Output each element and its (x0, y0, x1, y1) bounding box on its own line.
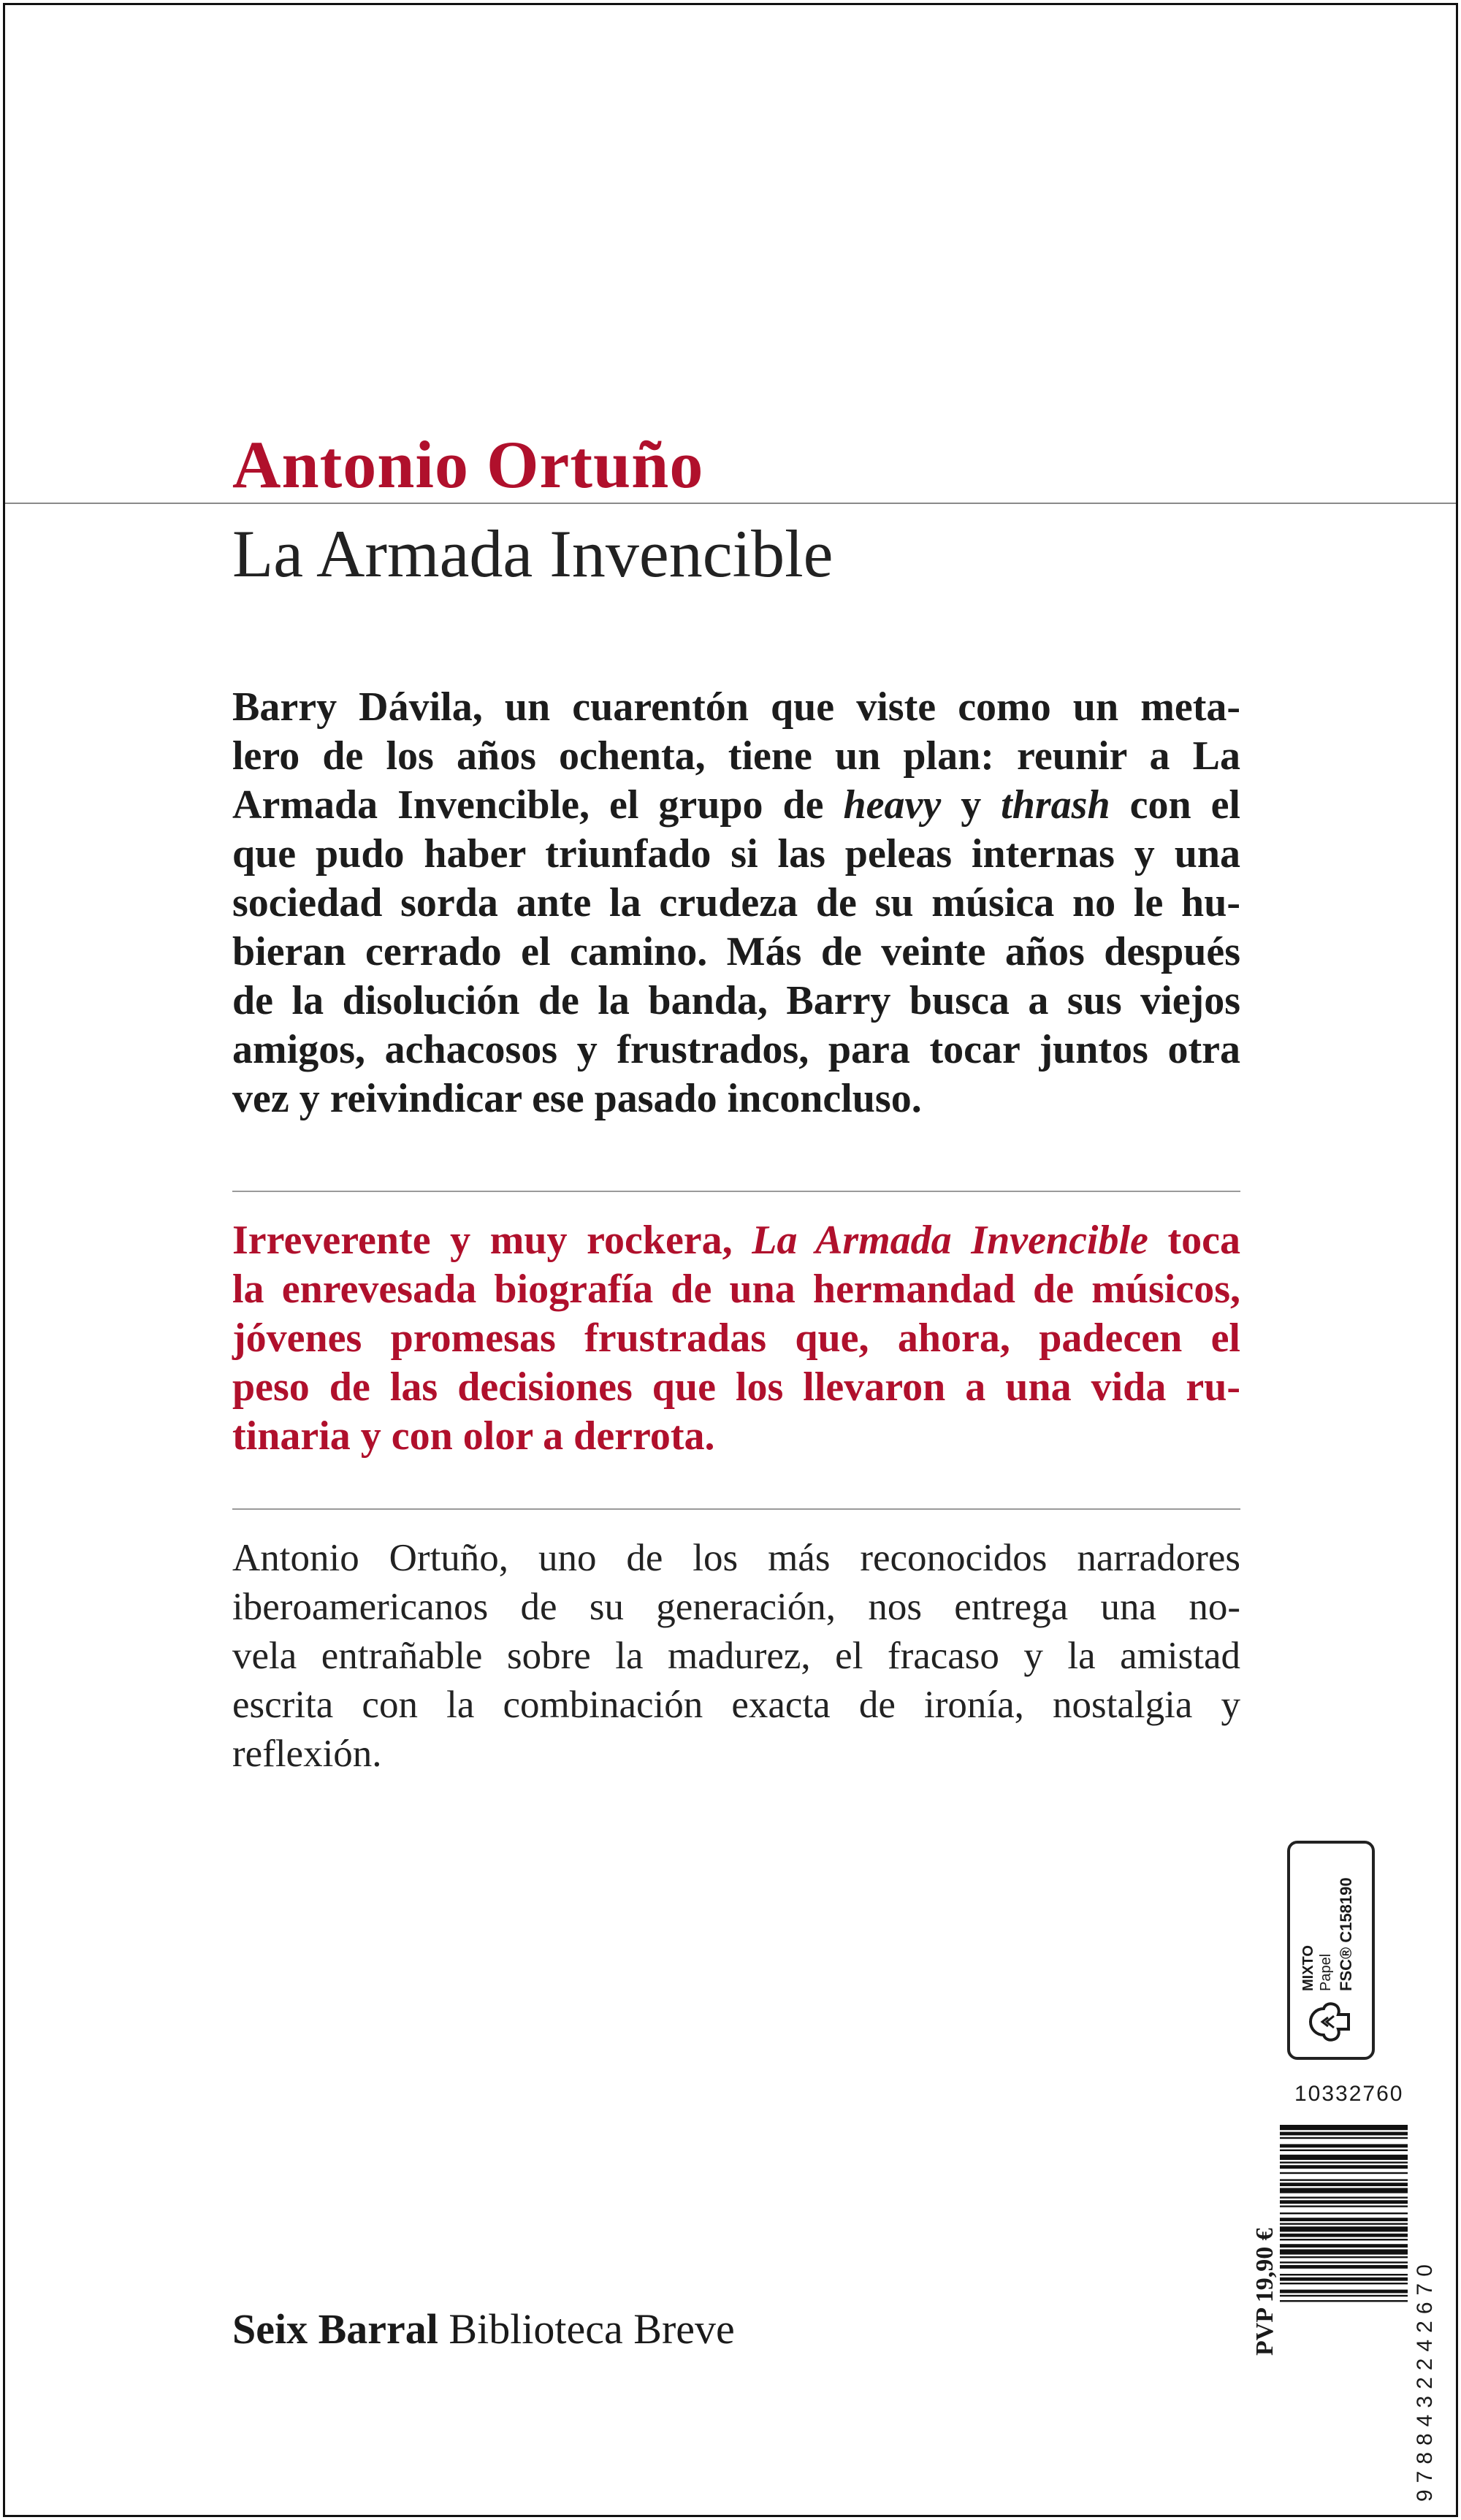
bio-line: Antonio Ortuño, uno de los más reconocidos narradores (232, 1537, 1240, 1579)
barcode-bar (1280, 2218, 1408, 2221)
synopsis-paragraph (232, 683, 1240, 1123)
fsc-mixto-label: MIXTO (1300, 1945, 1316, 1991)
bio-line: reflexión. (232, 1733, 382, 1775)
highlight-paragraph (232, 1216, 1240, 1461)
barcode-bar (1280, 2300, 1408, 2302)
highlight-line: jóvenes promesas frustradas que, ahora, padecen el (232, 1316, 1240, 1361)
barcode-bar (1280, 2244, 1408, 2248)
barcode-bar (1280, 2125, 1408, 2130)
barcode-bar (1280, 2165, 1408, 2169)
internal-code: 10332760 (1294, 2082, 1404, 2106)
barcode-bar (1280, 2290, 1408, 2294)
barcode-bar (1280, 2256, 1408, 2258)
barcode-bar (1280, 2161, 1408, 2163)
barcode-bar (1280, 2249, 1408, 2254)
fsc-paper-label: Papel (1318, 1953, 1334, 1991)
synopsis-line: bieran cerrado el camino. Más de veinte años después (232, 929, 1240, 974)
barcode-bar (1280, 2226, 1408, 2231)
section-divider (232, 1191, 1240, 1192)
barcode-bar (1280, 2223, 1408, 2224)
synopsis-line: amigos, achacosos y frustrados, para tocar juntos otra (232, 1027, 1240, 1072)
highlight-line: tinaria y con olor a derrota. (232, 1413, 715, 1459)
barcode-bar (1280, 2137, 1408, 2139)
barcode-bar (1280, 2205, 1408, 2207)
price-text: PVP 19,90 € (1251, 2228, 1278, 2356)
synopsis-line: Armada Invencible, el grupo de heavy y thrash con el (232, 782, 1240, 828)
highlight-line: la enrevesada biografía de una hermandad de músicos, (232, 1267, 1240, 1312)
highlight-line: peso de las decisiones que los llevaron a una vida ru- (232, 1364, 1240, 1410)
author-name: Antonio Ortuño (232, 427, 704, 502)
synopsis-line: de la disolución de la banda, Barry busca a sus viejos (232, 978, 1240, 1023)
barcode-bar (1280, 2261, 1408, 2263)
publisher-name: Seix Barral (232, 2305, 438, 2353)
barcode-bar (1280, 2295, 1408, 2296)
barcode-bar (1280, 2196, 1408, 2198)
isbn-digits-text: 9788432242670 (1413, 2258, 1437, 2502)
author-bio-paragraph (232, 1534, 1240, 1779)
barcode-bar (1280, 2144, 1408, 2147)
book-title: La Armada Invencible (232, 516, 834, 591)
synopsis-line: Barry Dávila, un cuarentón que viste como un meta- (232, 684, 1240, 730)
fsc-tree-icon (1306, 1998, 1353, 2045)
barcode-bar (1280, 2172, 1408, 2174)
fsc-label (1287, 1841, 1375, 2060)
barcode-bar (1280, 2179, 1408, 2180)
barcode-bar (1280, 2265, 1408, 2269)
barcode-bar (1280, 2188, 1408, 2193)
top-divider (5, 503, 1456, 504)
bio-line: escrita con la combinación exacta de ironía, nostalgia y (232, 1684, 1240, 1726)
barcode-bar (1280, 2212, 1408, 2214)
barcode-bar (1280, 2150, 1408, 2151)
barcode-bar (1280, 2234, 1408, 2237)
barcode-bar (1280, 2283, 1408, 2284)
synopsis-line: vez y reivindicar ese pasado inconcluso. (232, 1076, 922, 1121)
synopsis-line: sociedad sorda ante la crudeza de su música no le hu- (232, 880, 1240, 925)
barcode-bar (1280, 2200, 1408, 2204)
section-divider (232, 1508, 1240, 1510)
fsc-license-code: FSC® C158190 (1337, 1877, 1355, 1991)
synopsis-line: lero de los años ochenta, tiene un plan: reunir a La (232, 733, 1240, 779)
barcode-bar (1280, 2132, 1408, 2136)
barcode-bar (1280, 2277, 1408, 2281)
synopsis-line: que pudo haber triunfado si las peleas internas y una (232, 831, 1240, 877)
highlight-line: Irreverente y muy rockera, La Armada Invencible toca (232, 1218, 1240, 1263)
bio-line: iberoamericanos de su generación, nos entrega una no- (232, 1586, 1240, 1628)
publisher-imprint (232, 2305, 735, 2353)
barcode-bar (1280, 2239, 1408, 2240)
barcode-bar (1280, 2155, 1408, 2160)
barcode-bar (1280, 2183, 1408, 2186)
bio-line: vela entrañable sobre la madurez, el fracaso y la amistad (232, 1635, 1240, 1677)
collection-name: Biblioteca Breve (449, 2305, 735, 2353)
barcode-bar (1280, 2274, 1408, 2275)
